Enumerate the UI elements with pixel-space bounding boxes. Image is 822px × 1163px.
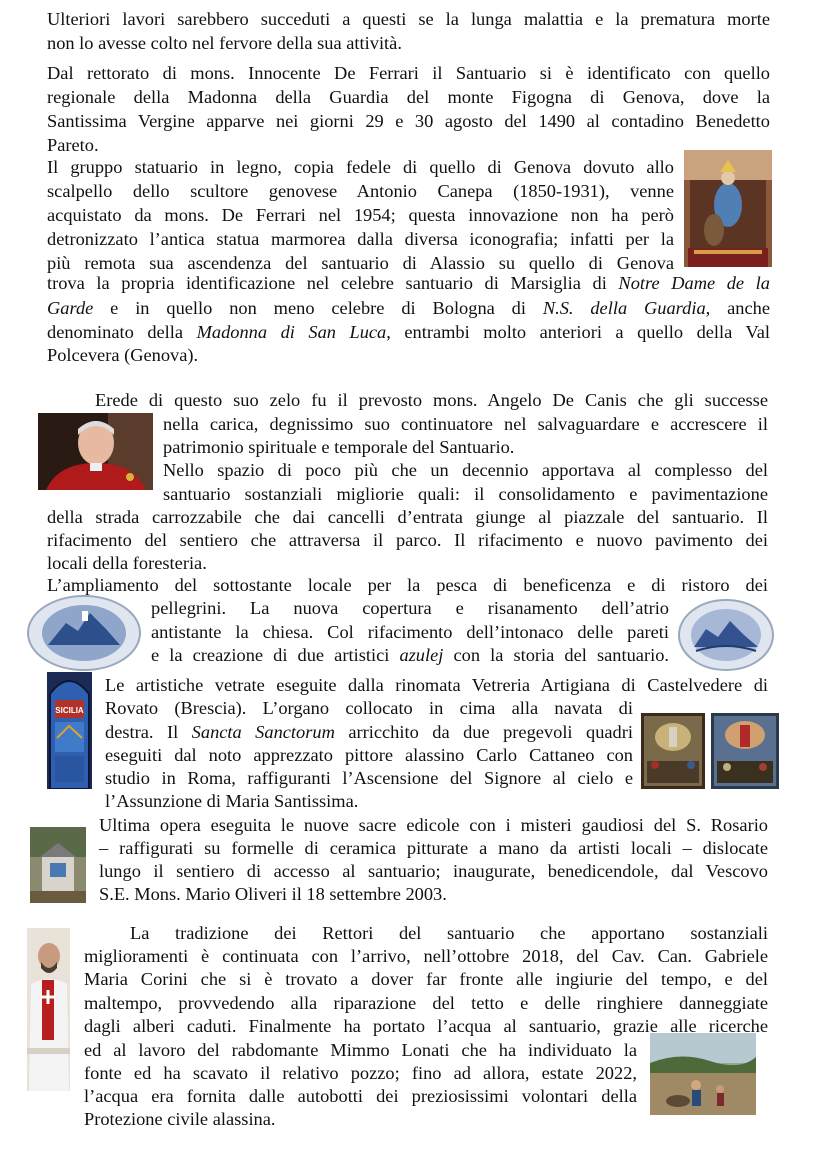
text-line-39: miglioramenti è continuata con l’arrivo, nell’ottobre 2018, del Cav. Can. Gabriele bbox=[84, 946, 768, 966]
text-line-17: nella carica, degnissimo suo continuatore nel salvaguardare e accrescere il bbox=[163, 414, 768, 434]
text-line-38: La tradizione dei Rettori del santuario che apportano sostanziali bbox=[130, 923, 768, 943]
text-line-46: Protezione civile alassina. bbox=[84, 1109, 276, 1129]
text-line-34: Ultima opera eseguita le nuove sacre edicole con i misteri gaudiosi del S. Rosario bbox=[99, 815, 768, 835]
text-line-22: rifacimento del sentiero che attraversa il parco. Il rifacimento e nuovo pavimento dei bbox=[47, 530, 768, 550]
text-line-23: locali della foresteria. bbox=[47, 553, 207, 573]
text-line-44: fonte ed ha scavato il relativo pozzo; fino ad allora, estate 2022, bbox=[84, 1063, 637, 1083]
text-line-2: non lo avesse colto nel fervore della sua attività. bbox=[47, 33, 402, 53]
text-line-20: santuario sostanziali migliorie quali: il consolidamento e pavimentazione bbox=[163, 484, 768, 504]
text-line-37: S.E. Mons. Mario Oliveri il 18 settembre 2003. bbox=[99, 884, 447, 904]
azulej-plate-right bbox=[676, 595, 775, 672]
text-line-42: dagli alberi caduti. Finalmente ha portato l’acqua al santuario, grazie alle ricerche bbox=[84, 1016, 768, 1036]
text-line-40: Maria Corini che si è trovato a dover far fronte alle ingiurie del tempo, e del bbox=[84, 969, 768, 989]
text-line-1: Ulteriori lavori sarebbero succeduti a questi se la lunga malattia e la prematura morte bbox=[47, 9, 770, 29]
text-line-26: antistante la chiesa. Col rifacimento dell’intonaco delle pareti bbox=[151, 622, 669, 642]
text-line-43: ed al lavoro del rabdomante Mimmo Lonati che ha individuato la bbox=[84, 1040, 637, 1060]
text-line-29: Rovato (Brescia). L’organo collocato in cima alla navata di bbox=[105, 698, 633, 718]
text-line-13: Garde e in quello non meno celebre di Bologna di N.S. della Guardia, anche bbox=[47, 298, 770, 318]
text-line-21: della strada carrozzabile che dai cancelli d’entrata giunge al piazzale del santuario. Il bbox=[47, 507, 768, 527]
text-line-9: acquistato da mons. De Ferrari nel 1954; questa innovazione non ha però bbox=[47, 205, 674, 225]
text-line-32: studio in Roma, raffiguranti l’Ascensione del Signore al cielo e bbox=[105, 768, 633, 788]
text-line-45: l’acqua era fornita dalle autobotti dei preziosissimi volontari della bbox=[84, 1086, 637, 1106]
painting-assumption bbox=[711, 713, 779, 789]
text-line-14: denominato della Madonna di San Luca, entrambi molto anteriori a quello della Val bbox=[47, 322, 770, 342]
azulej-plate-left bbox=[26, 593, 143, 672]
stained-glass-window bbox=[47, 672, 92, 789]
text-line-12: trova la propria identificazione nel celebre santuario di Marsiglia di Notre Dame de la bbox=[47, 273, 770, 293]
shrine-edicola-photo bbox=[30, 827, 86, 903]
statue-photo bbox=[684, 150, 772, 267]
text-line-28: Le artistiche vetrate eseguite dalla rinomata Vetreria Artigiana di Castelvedere di bbox=[105, 675, 768, 695]
text-line-16: Erede di questo suo zelo fu il prevosto mons. Angelo De Canis che gli successe bbox=[95, 390, 768, 410]
text-line-19: Nello spazio di poco più che un decennio apportava al complesso del bbox=[163, 460, 768, 480]
rector-photo bbox=[27, 928, 70, 1091]
text-line-5: Santissima Vergine apparve nei giorni 29 e 30 agosto del 1490 al contadino Benedetto bbox=[47, 111, 770, 131]
text-line-8: scalpello dello scultore genovese Antonio Canepa (1850-1931), venne bbox=[47, 181, 674, 201]
text-line-6: Pareto. bbox=[47, 135, 99, 155]
window-label: SICILIA bbox=[55, 706, 84, 715]
text-line-18: patrimonio spirituale e temporale del Santuario. bbox=[163, 437, 515, 457]
text-line-35: – raffigurati su formelle di ceramica pitturate a mano da artisti locali – dislocate bbox=[99, 838, 768, 858]
text-line-36: lungo il sentiero di accesso al santuario; inaugurate, benedicendole, dal Vescovo bbox=[99, 861, 768, 881]
priest-portrait-photo bbox=[38, 413, 153, 490]
text-line-41: maltempo, provvedendo alla riparazione del tetto e delle ringhiere danneggiate bbox=[84, 993, 768, 1013]
well-digging-photo bbox=[650, 1033, 756, 1115]
text-line-30: destra. Il Sancta Sanctorum arricchito da due pregevoli quadri bbox=[105, 722, 633, 742]
text-line-11: più remota sua ascendenza del santuario di Alassio su quello di Genova bbox=[47, 253, 674, 273]
painting-ascension bbox=[641, 713, 705, 789]
text-line-3: Dal rettorato di mons. Innocente De Ferrari il Santuario si è identificato con quello bbox=[47, 63, 770, 83]
text-line-24: L’ampliamento del sottostante locale per la pesca di beneficenza e di ristoro dei bbox=[47, 575, 768, 595]
text-line-4: regionale della Madonna della Guardia del monte Figogna di Genova, dove la bbox=[47, 87, 770, 107]
text-line-25: pellegrini. La nuova copertura e risanamento dell’atrio bbox=[151, 598, 669, 618]
text-line-15: Polcevera (Genova). bbox=[47, 345, 199, 365]
text-line-31: eseguiti dal noto apprezzato pittore alassino Carlo Cattaneo con bbox=[105, 745, 633, 765]
text-line-33: l’Assunzione di Maria Santissima. bbox=[105, 791, 359, 811]
text-line-10: detronizzato l’antica statua marmorea dalla diversa iconografia; infatti per la bbox=[47, 229, 674, 249]
text-line-7: Il gruppo statuario in legno, copia fedele di quello di Genova dovuto allo bbox=[47, 157, 674, 177]
text-line-27: e la creazione di due artistici azulej con la storia del santuario. bbox=[151, 645, 669, 665]
